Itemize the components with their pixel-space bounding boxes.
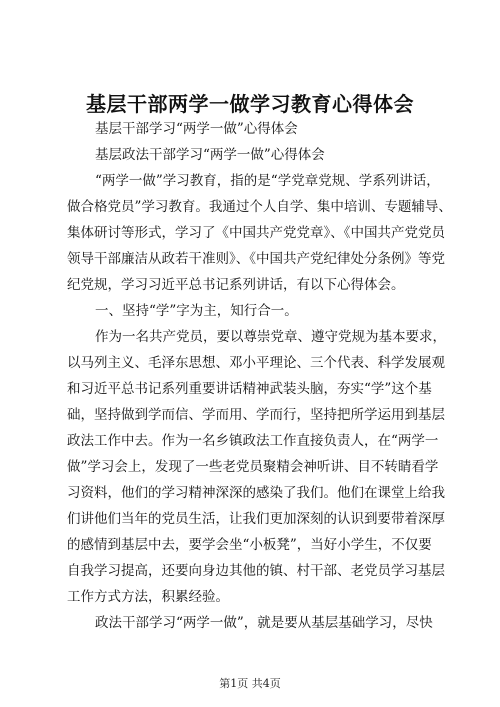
paragraph-line: 和习近平总书记系列重要讲话精神武装头脑，夯实“学”这个基 (67, 381, 432, 397)
subtitle-line: 基层干部学习“两学一做”心得体会 (95, 121, 298, 137)
paragraph-line: 以马列主义、毛泽东思想、邓小平理论、三个代表、科学发展观 (67, 355, 445, 371)
page-footer: 第1页 共4页 (219, 677, 281, 690)
paragraph-line: 作为一名共产党员，要以尊崇党章、遵守党规为基本要求， (95, 329, 446, 345)
paragraph-line: 做合格党员”学习教育。我通过个人自学、集中培训、专题辅导、 (67, 199, 452, 215)
section-heading: 一、坚持“学”字为主，知行合一。 (95, 303, 298, 319)
paragraph-line: 纪党规，学习习近平总书记系列讲话，有以下心得体会。 (67, 277, 405, 293)
paragraph-line: “两学一做”学习教育，指的是“学党章党规、学系列讲话， (95, 173, 440, 189)
paragraph-line: 的感情到基层中去，要学会坐“小板凳”，当好小学生，不仅要 (67, 537, 432, 553)
document-title: 基层干部两学一做学习教育心得体会 (86, 92, 414, 116)
paragraph-line: 习资料，他们的学习精神深深的感染了我们。他们在课堂上给我 (67, 485, 445, 501)
paragraph-line: 础，坚持做到学而信、学而用、学而行，坚持把所学运用到基层 (67, 407, 445, 423)
subtitle-line: 基层政法干部学习“两学一做”心得体会 (95, 147, 325, 163)
paragraph-line: 自我学习提高，还要向身边其他的镇、村干部、老党员学习基层 (67, 563, 445, 579)
paragraph-line: 工作方式方法，积累经验。 (67, 589, 229, 605)
paragraph-line: 们讲他们当年的党员生活，让我们更加深刻的认识到要带着深厚 (67, 511, 445, 527)
paragraph-line: 领导干部廉洁从政若干准则》、《中国共产党纪律处分条例》等党 (67, 251, 445, 267)
paragraph-line: 政法工作中去。作为一名乡镇政法工作直接负责人，在“两学一 (67, 433, 439, 449)
paragraph-line: 政法干部学习“两学一做”，就是要从基层基础学习，尽快 (95, 615, 433, 631)
paragraph-line: 集体研讨等形式，学习了《中国共产党党章》、《中国共产党党员 (67, 225, 445, 241)
paragraph-line: 做”学习会上，发现了一些老党员聚精会神听讲、目不转睛看学 (67, 459, 439, 475)
